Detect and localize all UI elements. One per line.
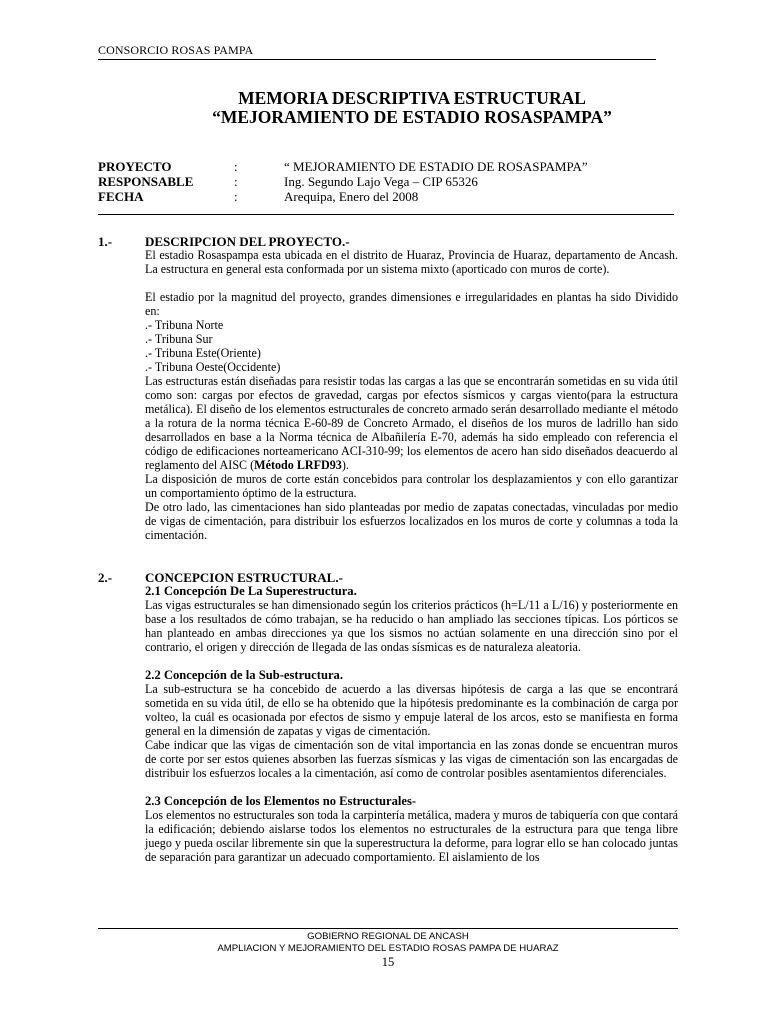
metadata-divider: [98, 214, 674, 215]
list-item: .- Tribuna Norte: [145, 318, 224, 332]
paragraph: Las estructuras están diseñadas para resistir todas las cargas a las que se encontrarán sometidas en su vida útil como son: cargas por efectos de gravedad, cargas por efectos sísmicos y cargas viento(para la estructura metálica). El diseño de los elementos estructurales de concreto armado serán desarrollado mediante el método a la rotura de la norma técnica E-60-89 de Concreto Armado, el diseños de los muros de ladrillo han sido desarrollados en base a la Norma técnica de Albañilería E-70, además ha sido empleado con referencia el código de edificaciones norteamericano ACI-310-99; los elementos de acero han sido diseñados deacuerdo al reglamento del AISC (Método LRFD93).: [145, 374, 678, 472]
metadata-separator: :: [234, 174, 238, 189]
metadata-row-project: [98, 159, 678, 174]
metadata-row-responsible: [98, 174, 678, 189]
subsection-heading: 2.2 Concepción de la Sub-estructura.: [145, 668, 344, 682]
paragraph: De otro lado, las cimentaciones han sido planteadas por medio de zapatas conectadas, vinculadas por medio de vigas de cimentación, para distribuir los esfuerzos localizados en los muros de corte y columnas a toda la cimentación.: [145, 500, 678, 542]
project-metadata: [98, 159, 678, 204]
metadata-separator: :: [234, 189, 238, 204]
metadata-separator: :: [234, 159, 238, 174]
metadata-value: Ing. Segundo Lajo Vega – CIP 65326: [284, 174, 478, 189]
section-heading: DESCRIPCION DEL PROYECTO.-: [145, 234, 350, 249]
metadata-label: FECHA: [98, 189, 144, 204]
list-item: .- Tribuna Este(Oriente): [145, 346, 261, 360]
list-item: .- Tribuna Oeste(Occidente): [145, 360, 281, 374]
section-number: 2.-: [98, 570, 113, 585]
metadata-value: Arequipa, Enero del 2008: [284, 189, 419, 204]
paragraph: La disposición de muros de corte están concebidos para controlar los desplazamientos y con ello garantizar un comportamiento óptimo de la estructura.: [145, 472, 678, 500]
footer-line: AMPLIACION Y MEJORAMIENTO DEL ESTADIO ROSAS PAMPA DE HUARAZ: [217, 943, 559, 954]
paragraph: La sub-estructura se ha concebido de acuerdo a las diversas hipótesis de carga a las que se encontrará sometida en su vida útil, de ello se ha obtenido que la hipótesis predominante es la combinación de carga por volteo, la cuál es ocasionada por efectos de sismo y empuje lateral de los arcos, esto se manifiesta en forma general en la dimensión de zapatas y vigas de cimentación.: [145, 682, 678, 738]
subsection-heading: 2.3 Concepción de los Elementos no Estructurales-: [145, 794, 417, 808]
paragraph: El estadio por la magnitud del proyecto, grandes dimensiones e irregularidades en plantas ha sido Dividido en:: [145, 290, 678, 318]
metadata-label: RESPONSABLE: [98, 174, 194, 189]
document-title: MEMORIA DESCRIPTIVA ESTRUCTURAL: [238, 88, 586, 108]
document-subtitle: “MEJORAMIENTO DE ESTADIO ROSASPAMPA”: [212, 107, 612, 127]
page-number: 15: [381, 955, 395, 969]
method-name: Método LRFD93: [254, 458, 342, 472]
footer-line: GOBIERNO REGIONAL DE ANCASH: [307, 931, 469, 942]
paragraph: Las vigas estructurales se han dimensionado según los criterios prácticos (h=L/11 a L/16) y posteriormente en base a los resultados de cómo trabajan, se ha reducido o han ampliado las secciones típicas. Los pórticos se han planteado en ambas direcciones ya que los sismos no actúan solamente en una dirección sino por el contrario, el origen y dirección de llegada de las ondas sísmicas es de naturaleza aleatoria.: [145, 598, 678, 654]
section-body: [145, 248, 678, 542]
section-heading: CONCEPCION ESTRUCTURAL.-: [145, 570, 343, 585]
metadata-label: PROYECTO: [98, 159, 172, 174]
section-number: 1.-: [98, 234, 113, 249]
metadata-row-date: [98, 189, 678, 204]
footer-divider: [98, 928, 678, 929]
paragraph: Cabe indicar que las vigas de cimentación son de vital importancia en las zonas donde se encuentran muros de corte por ser estos quienes absorben las fuerzas sísmicas y las vigas de cimentación son las encargadas de distribuir los esfuerzos locales a la cimentación, así como de controlar posibles asentamientos diferenciales.: [145, 738, 678, 780]
list-item: .- Tribuna Sur: [145, 332, 213, 346]
running-header: CONSORCIO ROSAS PAMPA: [98, 43, 656, 60]
section-body: [145, 584, 678, 864]
metadata-value: “ MEJORAMIENTO DE ESTADIO DE ROSASPAMPA”: [284, 159, 588, 174]
paragraph: Los elementos no estructurales son toda la carpintería metálica, madera y muros de tabiquería con que contará la edificación; debiendo aislarse todos los elementos no estructurales de la estructura para que tenga libre juego y pueda oscilar libremente sin que la superestructura la deforme, para lograr ello se han colocado juntas de separación para garantizar un adecuado comportamiento. El aislamiento de los: [145, 808, 678, 864]
paragraph: El estadio Rosaspampa esta ubicada en el distrito de Huaraz, Provincia de Huaraz, departamento de Ancash. La estructura en general esta conformada por un sistema mixto (aporticado con muros de corte).: [145, 248, 678, 276]
subsection-heading: 2.1 Concepción De La Superestructura.: [145, 584, 357, 598]
